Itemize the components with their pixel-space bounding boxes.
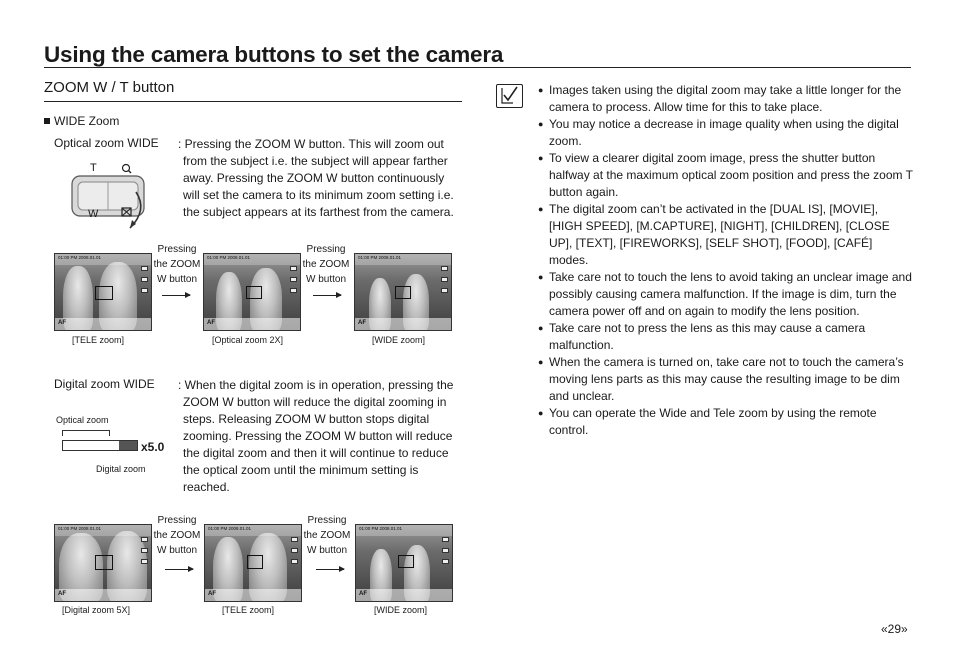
section-rule [44,101,462,102]
arrow-right-icon [316,569,344,570]
note-item: ● To view a clearer digital zoom image, press the shutter button halfway at the maximum optical zoom position and press the zoom T button again. [538,150,914,201]
page-number: «29» [881,622,908,636]
optical-zoom-description-rest: from the subject i.e. the subject will appear farther away. Pressing the ZOOM W button continuously will set the camera to its minimum zoom setting i.e. the subject appears at its farthest from the camera. [183,154,454,219]
note-item: ● Take care not to press the lens as this may cause a camera malfunction. [538,320,914,354]
digital-zoom-description-first: : When the digital zoom is in operation, pressing the [178,378,454,392]
note-item: ● You may notice a decrease in image quality when using the digital zoom. [538,116,914,150]
screen-bottombar: AF [205,589,301,601]
screen-bottombar: AF [356,589,452,601]
screen-bottombar: AF [55,589,151,601]
camera-screen-tele-2 [204,524,302,602]
camera-screen-digital-5x [54,524,152,602]
digital-zoom-label: Digital zoom WIDE [54,377,155,391]
screen-topbar: 01:00 PM 2008.01.01 [356,525,452,536]
arrow-right-icon [313,295,341,296]
digital-zoom-description-rest: ZOOM W button will reduce the digital zooming in steps. Releasing ZOOM W button stops digital zooming. Pressing the ZOOM W button will reduce the digital zoom and then it will continue to reduce the optical zoom until the minimum setting is reached. [183,395,453,494]
camera-screen-optical-2x [203,253,301,331]
zoom-lever-illustration [70,162,152,234]
screen-caption: [Digital zoom 5X] [62,605,131,615]
screen-bottombar: AF [204,318,300,330]
press-label: Pressing the ZOOM W button [153,515,201,556]
note-item: ● When the camera is turned on, take care not to touch the camera’s moving lens parts as this may cause the resulting image to be dim and unclear. [538,354,914,405]
zoom-value: x5.0 [141,440,165,454]
page-title: Using the camera buttons to set the camera [44,42,504,67]
note-check-icon [496,84,523,108]
screen-caption: [TELE zoom] [222,605,275,615]
digital-zoom-description [178,377,460,496]
wide-zoom-heading: WIDE Zoom [44,114,119,128]
screen-topbar: 01:00 PM 2008.01.01 [55,525,151,536]
screen-caption: [TELE zoom] [72,335,125,345]
camera-screen-tele [54,253,152,331]
optical-zoom-description [178,136,460,221]
screen-bottombar: AF [55,318,151,330]
notes-list [538,82,914,439]
zoom-bar [62,440,138,451]
screen-topbar: 01:00 PM 2008.01.01 [355,254,451,265]
lever-w-label: W [88,208,99,220]
screen-topbar: 01:00 PM 2008.01.01 [204,254,300,265]
section-heading: ZOOM W / T button [44,79,175,96]
press-label: Pressing the ZOOM W button [303,515,351,556]
screen-bottombar: AF [355,318,451,330]
press-label: Pressing the ZOOM W button [302,244,350,285]
note-item: ● The digital zoom can’t be activated in the [DUAL IS], [MOVIE], [HIGH SPEED], [M.CAPTURE], [NIGHT], [CHILDREN], [CLOSE UP], [TEXT], [FIREWORKS], [SELF SHOT], [FOOD], [CAFÉ] modes. [538,201,914,269]
note-item: ● You can operate the Wide and Tele zoom by using the remote control. [538,405,914,439]
optical-zoom-description-first: : Pressing the ZOOM W button. This will zoom out [178,137,444,151]
note-item: ● Images taken using the digital zoom may take a little longer for the camera to process. Allow time for this to take place. [538,82,914,116]
zoom-lever-icon [70,162,152,234]
arrow-right-icon [162,295,190,296]
digital-zoom-bar-label: Digital zoom [96,464,146,474]
square-bullet-icon [44,118,50,124]
press-label: Pressing the ZOOM W button [153,244,201,285]
lever-t-label: T [90,162,97,174]
optical-zoom-bracket [62,430,110,436]
screen-caption: [WIDE zoom] [374,605,428,615]
screen-topbar: 01:00 PM 2008.01.01 [205,525,301,536]
camera-screen-wide [354,253,452,331]
screen-caption: [Optical zoom 2X] [212,335,284,345]
note-item: ● Take care not to touch the lens to avoid taking an unclear image and possibly causing camera malfunction. If the image is dim, turn the camera power off and on again to modify the lens position. [538,269,914,320]
arrow-right-icon [165,569,193,570]
optical-zoom-label: Optical zoom WIDE [54,136,159,150]
title-rule [44,67,911,68]
optical-zoom-bar-label: Optical zoom [56,415,109,425]
camera-screen-wide-2 [355,524,453,602]
screen-caption: [WIDE zoom] [372,335,426,345]
screen-topbar: 01:00 PM 2008.01.01 [55,254,151,265]
